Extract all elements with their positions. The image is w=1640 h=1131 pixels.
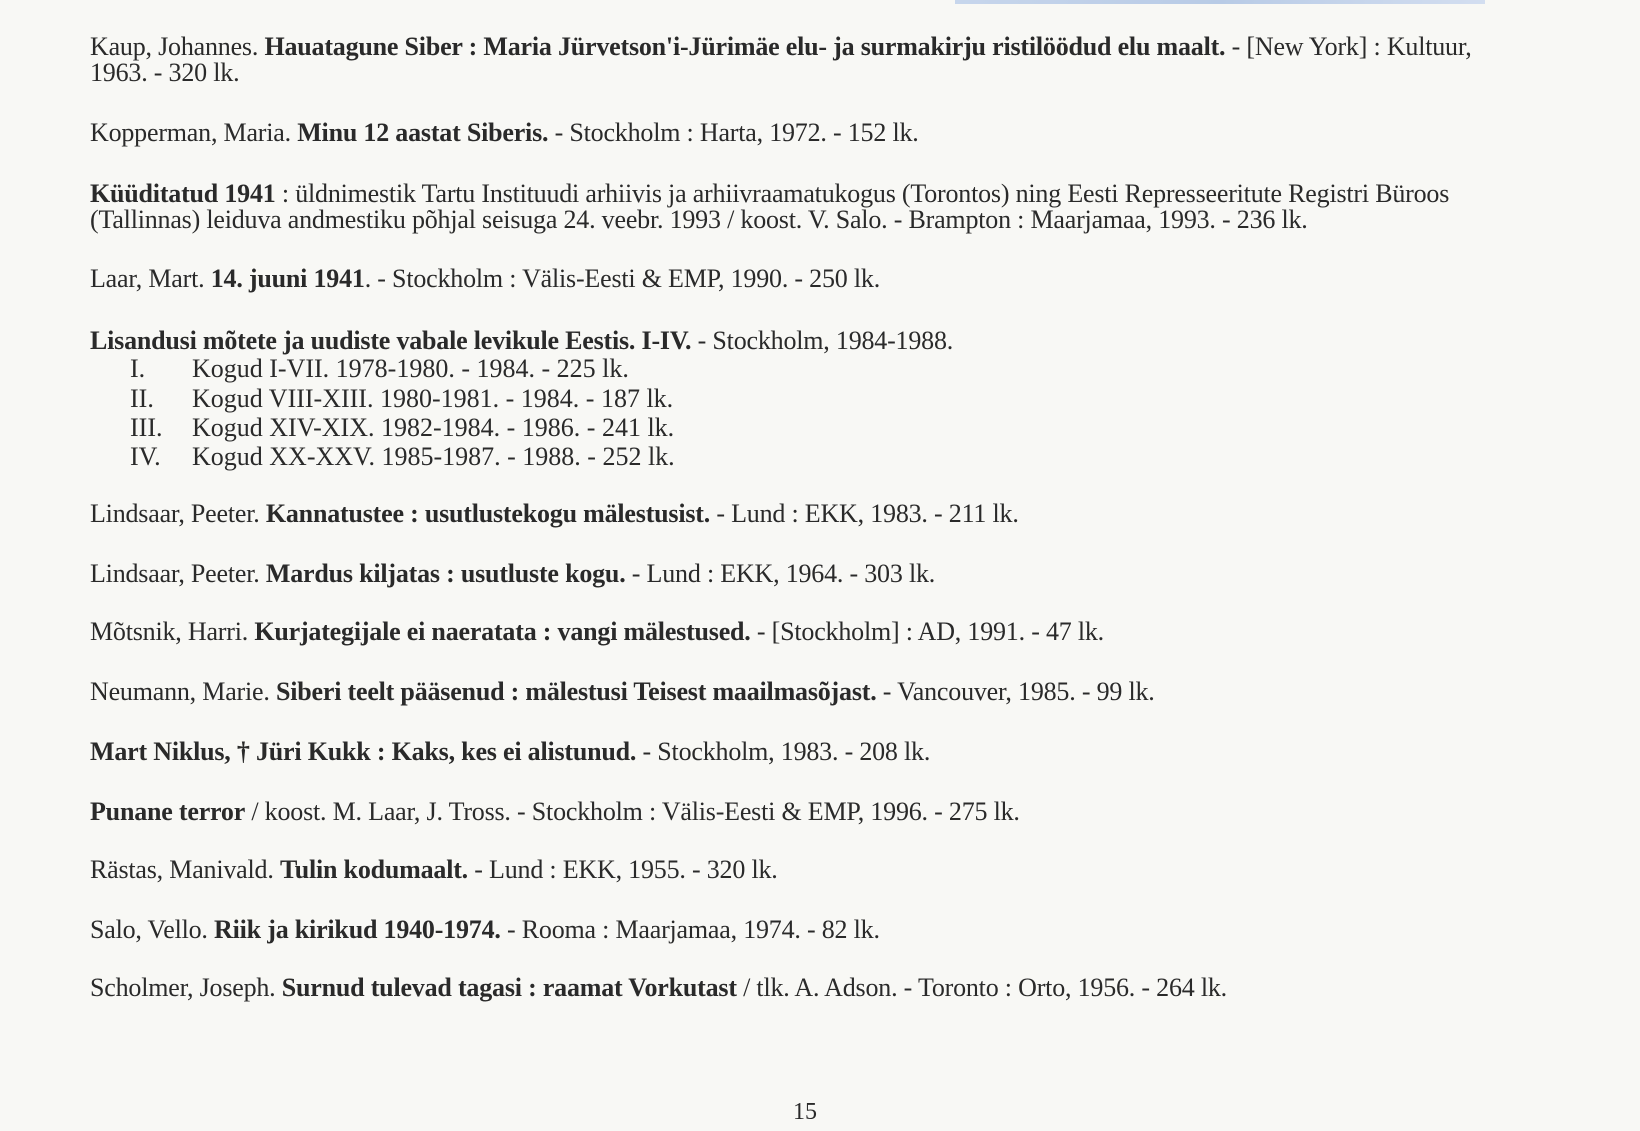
bibliography-entry — [90, 266, 1560, 292]
entry-author: Rästas, Manivald. — [90, 855, 280, 884]
entry-line — [90, 975, 1560, 1001]
bibliography-entry — [90, 34, 1560, 86]
entry-line — [90, 917, 1560, 943]
volume-number: III. — [130, 413, 163, 442]
bibliography-entry — [90, 120, 1560, 146]
bibliography-entry — [90, 619, 1560, 645]
entry-author: Kaup, Johannes. — [90, 32, 265, 61]
entry-title: 14. juuni 1941 — [210, 264, 365, 293]
entry-publication: - Rooma : Maarjamaa, 1974. - 82 lk. — [500, 915, 880, 944]
entry-author: Laar, Mart. — [90, 264, 211, 293]
entry-title: Punane terror — [90, 797, 246, 826]
entry-line — [90, 328, 1560, 354]
entry-title: Surnud tulevad tagasi : raamat Vorkutast — [281, 973, 737, 1002]
entry-publication: - Lund : EKK, 1955. - 320 lk. — [467, 855, 778, 884]
entry-line — [90, 679, 1560, 705]
bibliography-entry — [90, 561, 1560, 587]
entry-publication: / tlk. A. Adson. - Toronto : Orto, 1956. - 264 lk. — [736, 973, 1227, 1002]
volume-list-item — [130, 444, 675, 470]
entry-author: Mõtsnik, Harri. — [90, 617, 255, 646]
entry-publication: - [Stockholm] : AD, 1991. - 47 lk. — [750, 617, 1104, 646]
entry-line — [90, 857, 1560, 883]
bibliography-entry — [90, 975, 1560, 1001]
volume-list-item — [130, 415, 674, 441]
volume-description: Kogud XIV-XIX. 1982-1984. - 1986. - 241 lk. — [192, 413, 675, 442]
volume-number: I. — [130, 354, 146, 383]
volume-description: Kogud I-VII. 1978-1980. - 1984. - 225 lk. — [192, 354, 629, 383]
volume-number: IV. — [130, 442, 161, 471]
entry-line — [90, 799, 1560, 825]
bibliography-entry — [90, 501, 1560, 527]
entry-publication: - Lund : EKK, 1964. - 303 lk. — [625, 559, 936, 588]
entry-title: Tulin kodumaalt. — [279, 855, 468, 884]
volume-list-item — [130, 386, 673, 412]
entry-publication: : üldnimestik Tartu Instituudi arhiivis ja arhiivraamatukogus (Torontos) ning Eesti Represseeritute Registri Büroos — [275, 179, 1450, 208]
entry-line — [90, 266, 1560, 292]
bibliography-entry — [90, 739, 1560, 765]
entry-publication: - Vancouver, 1985. - 99 lk. — [876, 677, 1155, 706]
entry-title: Minu 12 aastat Siberis. — [297, 118, 549, 147]
bibliography-entry — [90, 679, 1560, 705]
bibliography-entry — [90, 181, 1560, 233]
entry-publication: . - Stockholm : Välis-Eesti & EMP, 1990. - 250 lk. — [364, 264, 880, 293]
entry-publication: - Stockholm, 1984-1988. — [691, 326, 954, 355]
bibliography-entry — [90, 917, 1560, 943]
entry-title: Kannatustee : usutlustekogu mälestusist. — [265, 499, 711, 528]
entry-publication: - Lund : EKK, 1983. - 211 lk. — [710, 499, 1019, 528]
entry-title: Kurjategijale ei naeratata : vangi mälestused. — [254, 617, 751, 646]
entry-line — [90, 181, 1560, 207]
entry-author: Scholmer, Joseph. — [90, 973, 282, 1002]
entry-title: Riik ja kirikud 1940-1974. — [214, 915, 501, 944]
top-edge-strip — [955, 0, 1485, 4]
entry-line — [90, 207, 1560, 233]
volume-number: II. — [130, 384, 154, 413]
entry-publication: (Tallinnas) leiduva andmestiku põhjal seisuga 24. veebr. 1993 / koost. V. Salo. - Brampton : Maarjamaa, 1993. - 236 lk. — [90, 205, 1308, 234]
bibliography-entry — [90, 857, 1560, 883]
entry-line — [90, 561, 1560, 587]
entry-title: Lisandusi mõtete ja uudiste vabale levikule Eestis. I-IV. — [90, 326, 692, 355]
entry-title: Hauatagune Siber : Maria Jürvetson'i-Jürimäe elu- ja surmakirju ristilöödud elu maalt. — [264, 32, 1226, 61]
entry-publication: - Stockholm : Harta, 1972. - 152 lk. — [548, 118, 919, 147]
bibliography-entry — [90, 328, 1560, 354]
entry-publication: / koost. M. Laar, J. Tross. - Stockholm : Välis-Eesti & EMP, 1996. - 275 lk. — [245, 797, 1020, 826]
entry-publication: - Stockholm, 1983. - 208 lk. — [636, 737, 931, 766]
entry-author: Lindsaar, Peeter. — [90, 559, 266, 588]
entry-title: Mardus kiljatas : usutluste kogu. — [265, 559, 626, 588]
entry-author: Kopperman, Maria. — [90, 118, 298, 147]
entry-line — [90, 60, 1560, 86]
volume-description: Kogud VIII-XIII. 1980-1981. - 1984. - 187 lk. — [192, 384, 674, 413]
entry-publication: 1963. - 320 lk. — [90, 58, 240, 87]
entry-title: Mart Niklus, † Jüri Kukk : Kaks, kes ei alistunud. — [90, 737, 637, 766]
entry-line — [90, 34, 1560, 60]
entry-title: Siberi teelt pääsenud : mälestusi Teisest maailmasõjast. — [275, 677, 877, 706]
entry-author: Salo, Vello. — [90, 915, 215, 944]
entry-line — [90, 739, 1560, 765]
page-number: 15 — [793, 1099, 817, 1125]
entry-line — [90, 619, 1560, 645]
entry-author: Lindsaar, Peeter. — [90, 499, 266, 528]
entry-line — [90, 120, 1560, 146]
entry-title: Küüditatud 1941 — [90, 179, 276, 208]
entry-author: Neumann, Marie. — [90, 677, 276, 706]
entry-line — [90, 501, 1560, 527]
bibliography-entry — [90, 799, 1560, 825]
entry-publication: - [New York] : Kultuur, — [1225, 32, 1472, 61]
volume-description: Kogud XX-XXV. 1985-1987. - 1988. - 252 lk. — [192, 442, 675, 471]
volume-list-item — [130, 356, 629, 382]
